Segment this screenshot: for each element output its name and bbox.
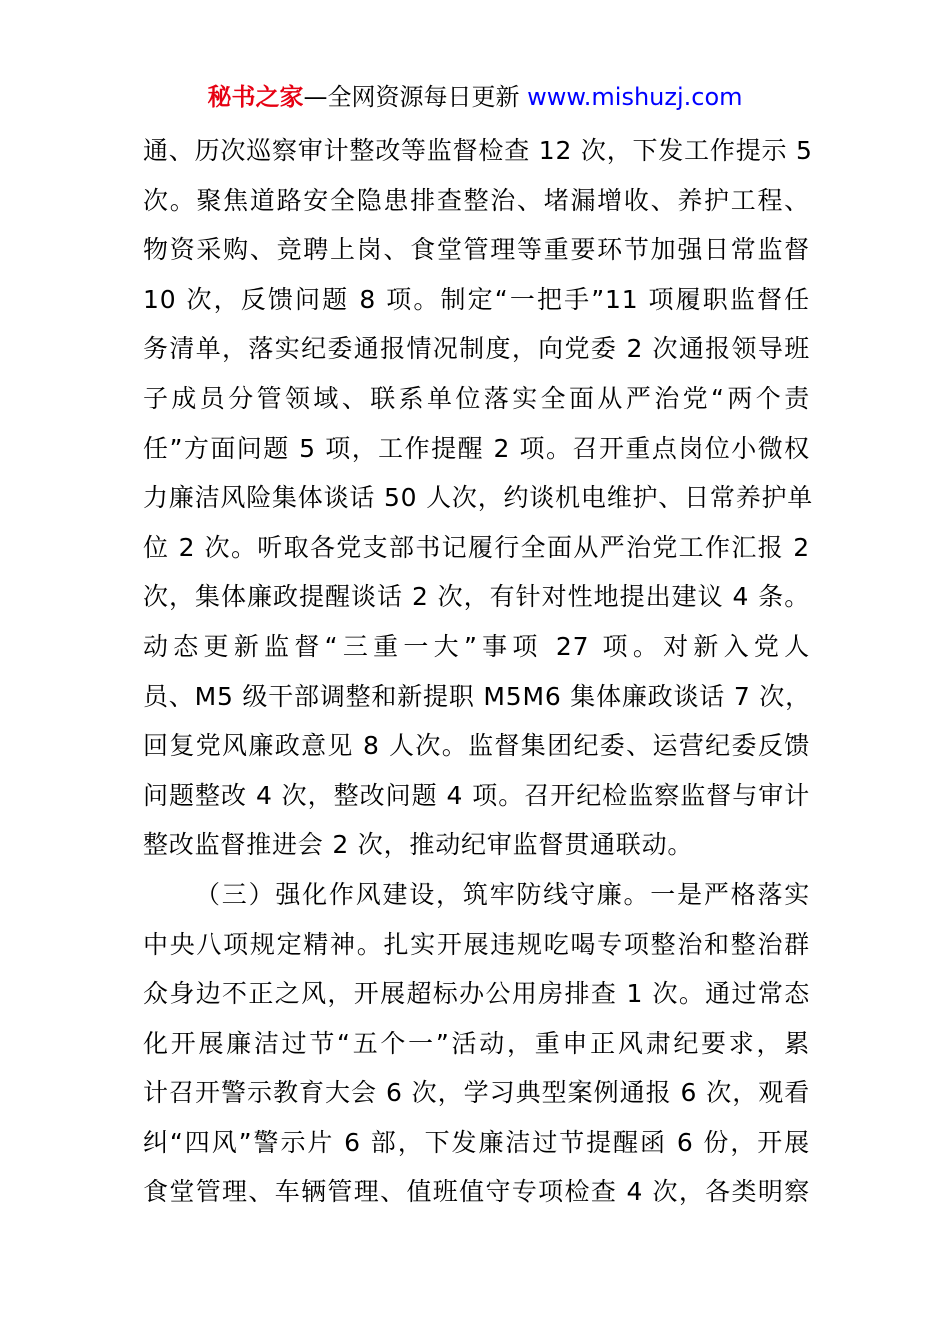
text-line: 子成员分管领域、联系单位落实全面从严治党“两个责: [143, 383, 810, 413]
text-line: 中央八项规定精神。扎实开展违规吃喝专项整治和整治群: [143, 929, 810, 959]
text-line: 回复党风廉政意见 8 人次。监督集团纪委、运营纪委反馈: [143, 731, 810, 761]
text-line: 计召开警示教育大会 6 次，学习典型案例通报 6 次，观看: [143, 1078, 810, 1108]
text-line: 任”方面问题 5 项，工作提醒 2 项。召开重点岗位小微权: [143, 433, 810, 463]
text-line: 整改监督推进会 2 次，推动纪审监督贯通联动。: [143, 830, 694, 860]
document-body: [143, 126, 814, 1217]
text-line: 问题整改 4 次，整改问题 4 项。召开纪检监察监督与审计: [143, 780, 810, 810]
site-url-link[interactable]: www.mishuzj.com: [527, 83, 743, 111]
text-line: 通、历次巡察审计整改等监督检查 12 次，下发工作提示 5: [143, 136, 813, 165]
text-line: 化开展廉洁过节“五个一”活动，重申正风肃纪要求，累: [143, 1028, 810, 1058]
site-header: [0, 80, 950, 114]
text-line: 员、M5 级干部调整和新提职 M5M6 集体廉政谈话 7 次，: [143, 681, 811, 711]
text-line: 次，集体廉政提醒谈话 2 次，有针对性地提出建议 4 条。: [143, 582, 810, 612]
text-line: 位 2 次。听取各党支部书记履行全面从严治党工作汇报 2: [143, 532, 810, 562]
text-line: 务清单，落实纪委通报情况制度，向党委 2 次通报领导班: [143, 334, 810, 364]
header-dash: —: [303, 83, 328, 111]
text-line: 物资采购、竞聘上岗、食堂管理等重要环节加强日常监督: [143, 235, 810, 265]
text-line: 众身边不正之风，开展超标办公用房排查 1 次。通过常态: [143, 979, 810, 1009]
text-line: 食堂管理、车辆管理、值班值守专项检查 4 次，各类明察: [143, 1177, 810, 1207]
text-line: 次。聚焦道路安全隐患排查整治、堵漏增收、养护工程、: [143, 185, 810, 215]
text-line: 10 次，反馈问题 8 项。制定“一把手”11 项履职监督任: [143, 284, 810, 314]
text-line: 动态更新监督“三重一大”事项 27 项。对新入党人: [143, 631, 810, 661]
text-line: 纠“四风”警示片 6 部，下发廉洁过节提醒函 6 份，开展: [143, 1127, 810, 1157]
site-brand: 秘书之家: [207, 83, 304, 111]
site-tagline: 全网资源每日更新: [327, 83, 520, 111]
text-line: 力廉洁风险集体谈话 50 人次，约谈机电维护、日常养护单: [143, 483, 814, 513]
section-heading-line: （三）强化作风建设，筑牢防线守廉。一是严格落实: [195, 879, 810, 909]
